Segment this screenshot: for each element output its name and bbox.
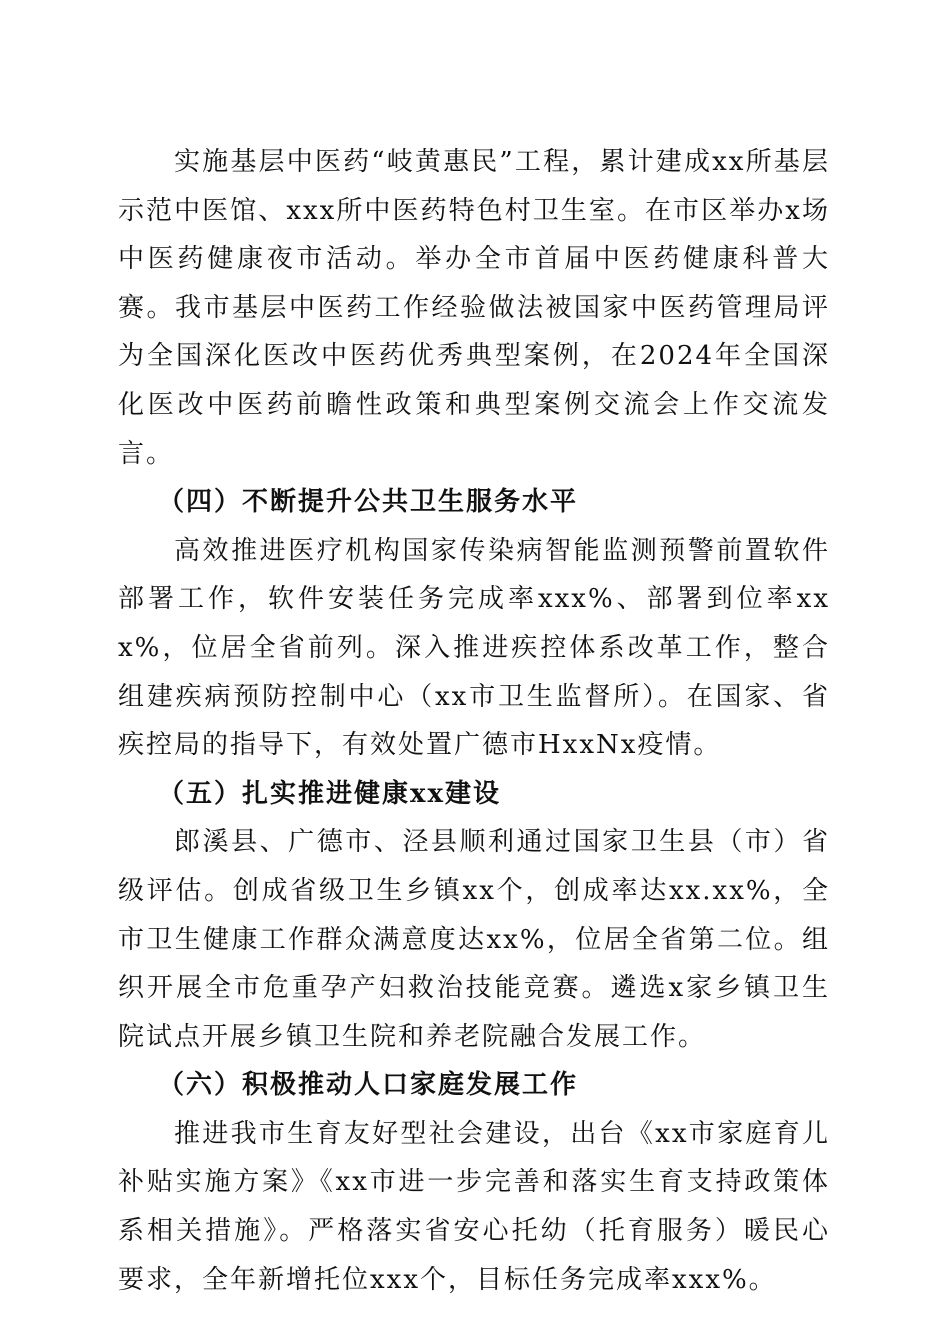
paragraph-tcm-project: 实施基层中医药“岐黄惠民”工程，累计建成xx所基层示范中医馆、xxx所中医药特色村卫生室。在市区举办x场中医药健康夜市活动。举办全市首届中医药健康科普大赛。我市基层中医药工作经验做法被国家中医药管理局评为全国深化医改中医药优秀典型案例，在2024年全国深化医改中医药前瞻性政策和典型案例交流会上作交流发言。	[118, 147, 830, 469]
paragraph-population-family: 推进我市生育友好型社会建设，出台《xx市家庭育儿补贴实施方案》《xx市进一步完善和落实生育支持政策体系相关措施》。严格落实省安心托幼（托育服务）暖民心要求，全年新增托位xxx个，目标任务完成率xxx%。	[118, 1118, 830, 1295]
paragraph-public-health: 高效推进医疗机构国家传染病智能监测预警前置软件部署工作，软件安装任务完成率xxx%、部署到位率xxx%，位居全省前列。深入推进疾控体系改革工作，整合组建疾病预防控制中心（xx市卫生监督所）。在国家、省疾控局的指导下，有效处置广德市HxxNx疫情。	[118, 535, 830, 761]
section-heading-6: （六）积极推动人口家庭发展工作	[158, 1070, 579, 1101]
section-heading-5: （五）扎实推进健康xx建设	[158, 778, 502, 809]
section-heading-4: （四）不断提升公共卫生服务水平	[158, 487, 579, 518]
document-body	[118, 138, 830, 1304]
paragraph-healthy-city: 郎溪县、广德市、泾县顺利通过国家卫生县（市）省级评估。创成省级卫生乡镇xx个，创成率达xx.xx%，全市卫生健康工作群众满意度达xx%，位居全省第二位。组织开展全市危重孕产妇救治技能竞赛。遴选x家乡镇卫生院试点开展乡镇卫生院和养老院融合发展工作。	[118, 827, 830, 1052]
